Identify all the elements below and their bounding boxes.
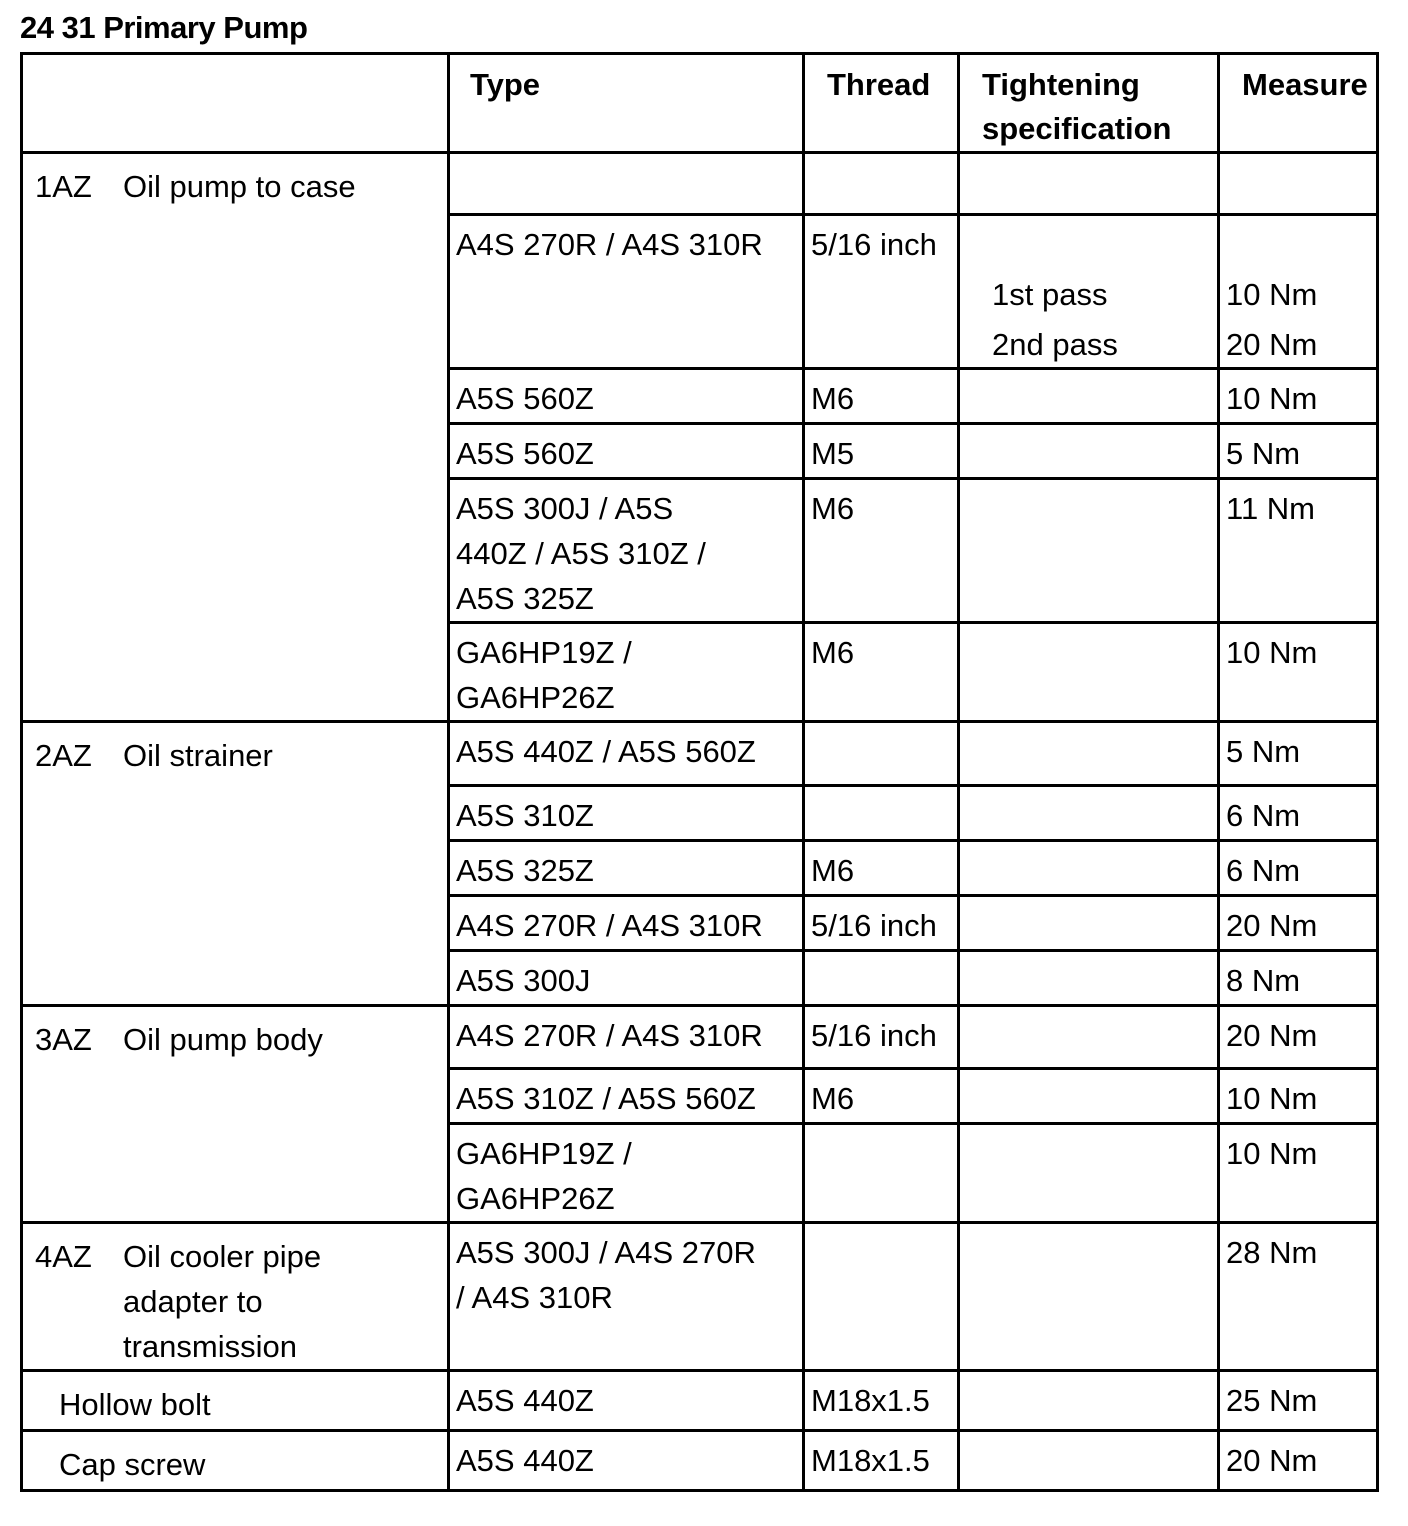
measure-cell: 20 Nm	[1219, 896, 1378, 951]
group-description: Oil cooler pipe adapter to transmission	[123, 1239, 322, 1364]
measure-cell: 20 Nm	[1219, 1006, 1378, 1069]
thread-cell: M6	[804, 623, 959, 722]
thread-cell	[804, 786, 959, 841]
measure-cell: 6 Nm	[1219, 786, 1378, 841]
type-cell: A5S 440Z	[449, 1431, 804, 1491]
tightening-cell	[959, 722, 1219, 786]
type-cell: A5S 325Z	[449, 841, 804, 896]
header-tightening: Tightening specification	[959, 54, 1219, 153]
type-cell: GA6HP19Z / GA6HP26Z	[449, 1124, 804, 1223]
thread-cell	[804, 722, 959, 786]
group-cell-4az	[22, 1223, 449, 1371]
type-cell: A4S 270R / A4S 310R	[449, 1006, 804, 1069]
group-code: 3AZ	[35, 1022, 92, 1057]
tightening-cell	[959, 369, 1219, 424]
measure-cell: 10 Nm	[1219, 1069, 1378, 1124]
type-cell: GA6HP19Z / GA6HP26Z	[449, 623, 804, 722]
type-cell: A5S 310Z	[449, 786, 804, 841]
tightening-cell	[959, 896, 1219, 951]
table-row	[22, 153, 1378, 215]
group-cell-2az	[22, 722, 449, 1006]
type-cell: A5S 440Z / A5S 560Z	[449, 722, 804, 786]
table-row	[22, 1371, 1378, 1431]
group-description: Cap screw	[59, 1447, 206, 1482]
tightening-cell	[959, 479, 1219, 623]
measure-cell	[1219, 153, 1378, 215]
thread-cell: M6	[804, 1069, 959, 1124]
type-cell	[449, 153, 804, 215]
thread-cell: 5/16 inch	[804, 896, 959, 951]
tightening-cell	[959, 951, 1219, 1006]
header-type: Type	[449, 54, 804, 153]
tightening-cell	[959, 1069, 1219, 1124]
thread-cell: M6	[804, 369, 959, 424]
type-cell: A5S 560Z	[449, 369, 804, 424]
group-cell-cap-screw	[22, 1431, 449, 1491]
thread-cell	[804, 153, 959, 215]
torque-table	[20, 52, 1379, 1492]
pass-value: 20 Nm	[1226, 327, 1318, 362]
thread-cell: M6	[804, 479, 959, 623]
group-code: 1AZ	[35, 169, 92, 204]
thread-cell	[804, 1223, 959, 1371]
measure-cell	[1219, 215, 1378, 369]
header-blank	[22, 54, 449, 153]
group-description: Hollow bolt	[59, 1387, 211, 1422]
page-title: 24 31 Primary Pump	[20, 10, 308, 45]
tightening-cell	[959, 1371, 1219, 1431]
measure-cell: 20 Nm	[1219, 1431, 1378, 1491]
table-row	[22, 722, 1378, 786]
group-description: Oil pump to case	[123, 169, 356, 204]
measure-cell: 10 Nm	[1219, 1124, 1378, 1223]
thread-cell: M5	[804, 424, 959, 479]
table-row	[22, 1431, 1378, 1491]
measure-cell: 25 Nm	[1219, 1371, 1378, 1431]
measure-cell: 10 Nm	[1219, 623, 1378, 722]
type-cell: A5S 300J / A5S 440Z / A5S 310Z / A5S 325Z	[449, 479, 804, 623]
tightening-cell	[959, 215, 1219, 369]
thread-cell: 5/16 inch	[804, 1006, 959, 1069]
type-cell: A4S 270R / A4S 310R	[449, 896, 804, 951]
group-cell-hollow-bolt	[22, 1371, 449, 1431]
group-description: Oil strainer	[123, 738, 273, 773]
measure-cell: 28 Nm	[1219, 1223, 1378, 1371]
header-thread: Thread	[804, 54, 959, 153]
tightening-cell	[959, 1431, 1219, 1491]
group-cell-3az	[22, 1006, 449, 1223]
measure-cell: 8 Nm	[1219, 951, 1378, 1006]
measure-cell: 10 Nm	[1219, 369, 1378, 424]
pass-label: 2nd pass	[992, 327, 1118, 362]
type-cell: A5S 300J / A4S 270R / A4S 310R	[449, 1223, 804, 1371]
tightening-cell	[959, 1006, 1219, 1069]
tightening-cell	[959, 153, 1219, 215]
tightening-cell	[959, 623, 1219, 722]
tightening-cell	[959, 786, 1219, 841]
thread-cell	[804, 1124, 959, 1223]
tightening-cell	[959, 841, 1219, 896]
group-code: 4AZ	[35, 1239, 92, 1274]
thread-cell: 5/16 inch	[804, 215, 959, 369]
type-cell: A5S 440Z	[449, 1371, 804, 1431]
group-cell-1az	[22, 153, 449, 722]
tightening-cell	[959, 1124, 1219, 1223]
measure-cell: 5 Nm	[1219, 722, 1378, 786]
type-cell: A5S 560Z	[449, 424, 804, 479]
table-row	[22, 1223, 1378, 1371]
thread-cell: M18x1.5	[804, 1371, 959, 1431]
group-code: 2AZ	[35, 738, 92, 773]
pass-value: 10 Nm	[1226, 277, 1318, 312]
type-cell: A5S 300J	[449, 951, 804, 1006]
pass-label: 1st pass	[992, 277, 1108, 312]
measure-cell: 6 Nm	[1219, 841, 1378, 896]
group-description: Oil pump body	[123, 1022, 323, 1057]
type-cell: A5S 310Z / A5S 560Z	[449, 1069, 804, 1124]
thread-cell: M18x1.5	[804, 1431, 959, 1491]
header-row	[22, 54, 1378, 153]
table-row	[22, 1006, 1378, 1069]
header-measure: Measure	[1219, 54, 1378, 153]
type-cell: A4S 270R / A4S 310R	[449, 215, 804, 369]
thread-cell	[804, 951, 959, 1006]
measure-cell: 5 Nm	[1219, 424, 1378, 479]
thread-cell: M6	[804, 841, 959, 896]
measure-cell: 11 Nm	[1219, 479, 1378, 623]
tightening-cell	[959, 424, 1219, 479]
tightening-cell	[959, 1223, 1219, 1371]
